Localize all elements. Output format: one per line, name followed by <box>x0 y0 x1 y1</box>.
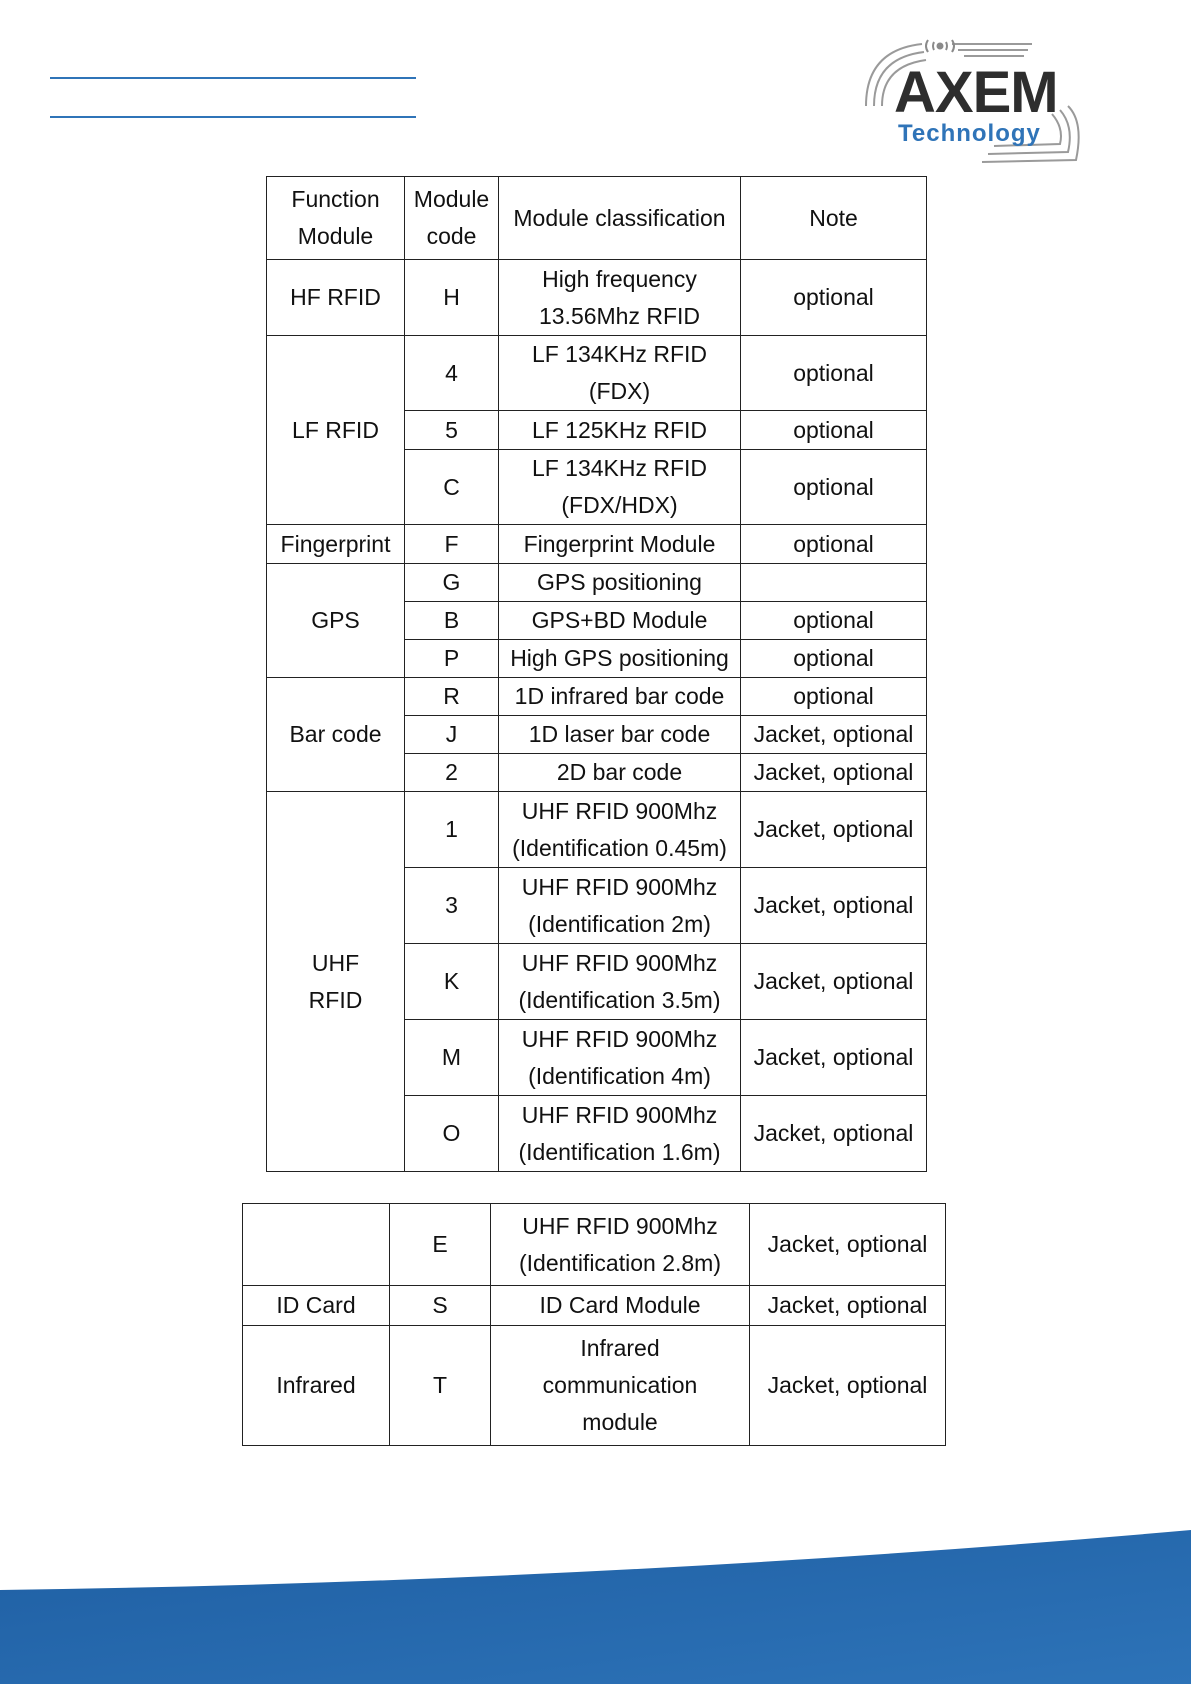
classification-cell: Fingerprint Module <box>499 525 741 564</box>
classification-cell: GPS positioning <box>499 564 741 602</box>
classification-cell: 1D infrared bar code <box>499 678 741 716</box>
code-cell: T <box>390 1326 491 1446</box>
table-row <box>267 260 927 336</box>
logo-wordmark: AXEM <box>894 60 1058 125</box>
note-cell: optional <box>741 260 927 336</box>
table-row <box>243 1286 946 1326</box>
code-cell: 4 <box>405 336 499 411</box>
function-cell: Infrared <box>243 1326 390 1446</box>
note-cell: Jacket, optional <box>750 1286 946 1326</box>
code-cell: B <box>405 602 499 640</box>
note-cell <box>741 564 927 602</box>
code-cell: K <box>405 944 499 1020</box>
classification-cell: LF 134KHz RFID (FDX/HDX) <box>499 450 741 525</box>
code-cell: E <box>390 1204 491 1286</box>
note-cell: Jacket, optional <box>741 868 927 944</box>
classification-cell: UHF RFID 900Mhz (Identification 2.8m) <box>491 1204 750 1286</box>
code-cell: R <box>405 678 499 716</box>
classification-cell: LF 125KHz RFID <box>499 411 741 450</box>
code-cell: 3 <box>405 868 499 944</box>
function-cell: Fingerprint <box>267 525 405 564</box>
note-cell: optional <box>741 678 927 716</box>
note-cell: optional <box>741 411 927 450</box>
code-cell: F <box>405 525 499 564</box>
code-cell: 5 <box>405 411 499 450</box>
footer-wave <box>0 1520 1191 1684</box>
code-cell: G <box>405 564 499 602</box>
classification-cell: UHF RFID 900Mhz (Identification 4m) <box>499 1020 741 1096</box>
table-row <box>243 1326 946 1446</box>
code-cell: 1 <box>405 792 499 868</box>
header-module-code: Module code <box>405 177 499 260</box>
module-spec-table <box>266 176 927 1172</box>
function-cell: GPS <box>267 564 405 678</box>
code-cell: M <box>405 1020 499 1096</box>
table-row <box>267 525 927 564</box>
note-cell: Jacket, optional <box>741 944 927 1020</box>
function-cell <box>243 1204 390 1286</box>
classification-cell: GPS+BD Module <box>499 602 741 640</box>
header-function-module: Function Module <box>267 177 405 260</box>
code-cell: P <box>405 640 499 678</box>
classification-cell: Infrared communication module <box>491 1326 750 1446</box>
code-cell: J <box>405 716 499 754</box>
header-rule-bottom <box>50 116 416 118</box>
header-module-classification: Module classification <box>499 177 741 260</box>
note-cell: optional <box>741 336 927 411</box>
classification-cell: 1D laser bar code <box>499 716 741 754</box>
note-cell: Jacket, optional <box>741 1020 927 1096</box>
table-row <box>267 678 927 716</box>
classification-cell: High frequency 13.56Mhz RFID <box>499 260 741 336</box>
code-cell: C <box>405 450 499 525</box>
function-cell: LF RFID <box>267 336 405 525</box>
note-cell: optional <box>741 525 927 564</box>
note-cell: optional <box>741 450 927 525</box>
classification-cell: ID Card Module <box>491 1286 750 1326</box>
note-cell: optional <box>741 602 927 640</box>
axem-logo <box>862 36 1088 168</box>
classification-cell: 2D bar code <box>499 754 741 792</box>
note-cell: Jacket, optional <box>741 754 927 792</box>
note-cell: optional <box>741 640 927 678</box>
module-spec-table-continued <box>242 1203 946 1446</box>
classification-cell: High GPS positioning <box>499 640 741 678</box>
classification-cell: UHF RFID 900Mhz (Identification 1.6m) <box>499 1096 741 1172</box>
code-cell: 2 <box>405 754 499 792</box>
logo-tagline: Technology <box>898 120 1041 147</box>
classification-cell: UHF RFID 900Mhz (Identification 3.5m) <box>499 944 741 1020</box>
table-row <box>267 336 927 411</box>
header-note: Note <box>741 177 927 260</box>
note-cell: Jacket, optional <box>741 1096 927 1172</box>
note-cell: Jacket, optional <box>750 1326 946 1446</box>
code-cell: H <box>405 260 499 336</box>
function-cell: Bar code <box>267 678 405 792</box>
table-row <box>267 792 927 868</box>
classification-cell: LF 134KHz RFID (FDX) <box>499 336 741 411</box>
function-cell: UHF RFID <box>267 792 405 1172</box>
table-row <box>243 1204 946 1286</box>
note-cell: Jacket, optional <box>741 792 927 868</box>
function-cell: ID Card <box>243 1286 390 1326</box>
classification-cell: UHF RFID 900Mhz (Identification 2m) <box>499 868 741 944</box>
code-cell: S <box>390 1286 491 1326</box>
note-cell: Jacket, optional <box>750 1204 946 1286</box>
header-rule-top <box>50 77 416 79</box>
table-header-row <box>267 177 927 260</box>
table-row <box>267 564 927 602</box>
classification-cell: UHF RFID 900Mhz (Identification 0.45m) <box>499 792 741 868</box>
function-cell: HF RFID <box>267 260 405 336</box>
note-cell: Jacket, optional <box>741 716 927 754</box>
code-cell: O <box>405 1096 499 1172</box>
